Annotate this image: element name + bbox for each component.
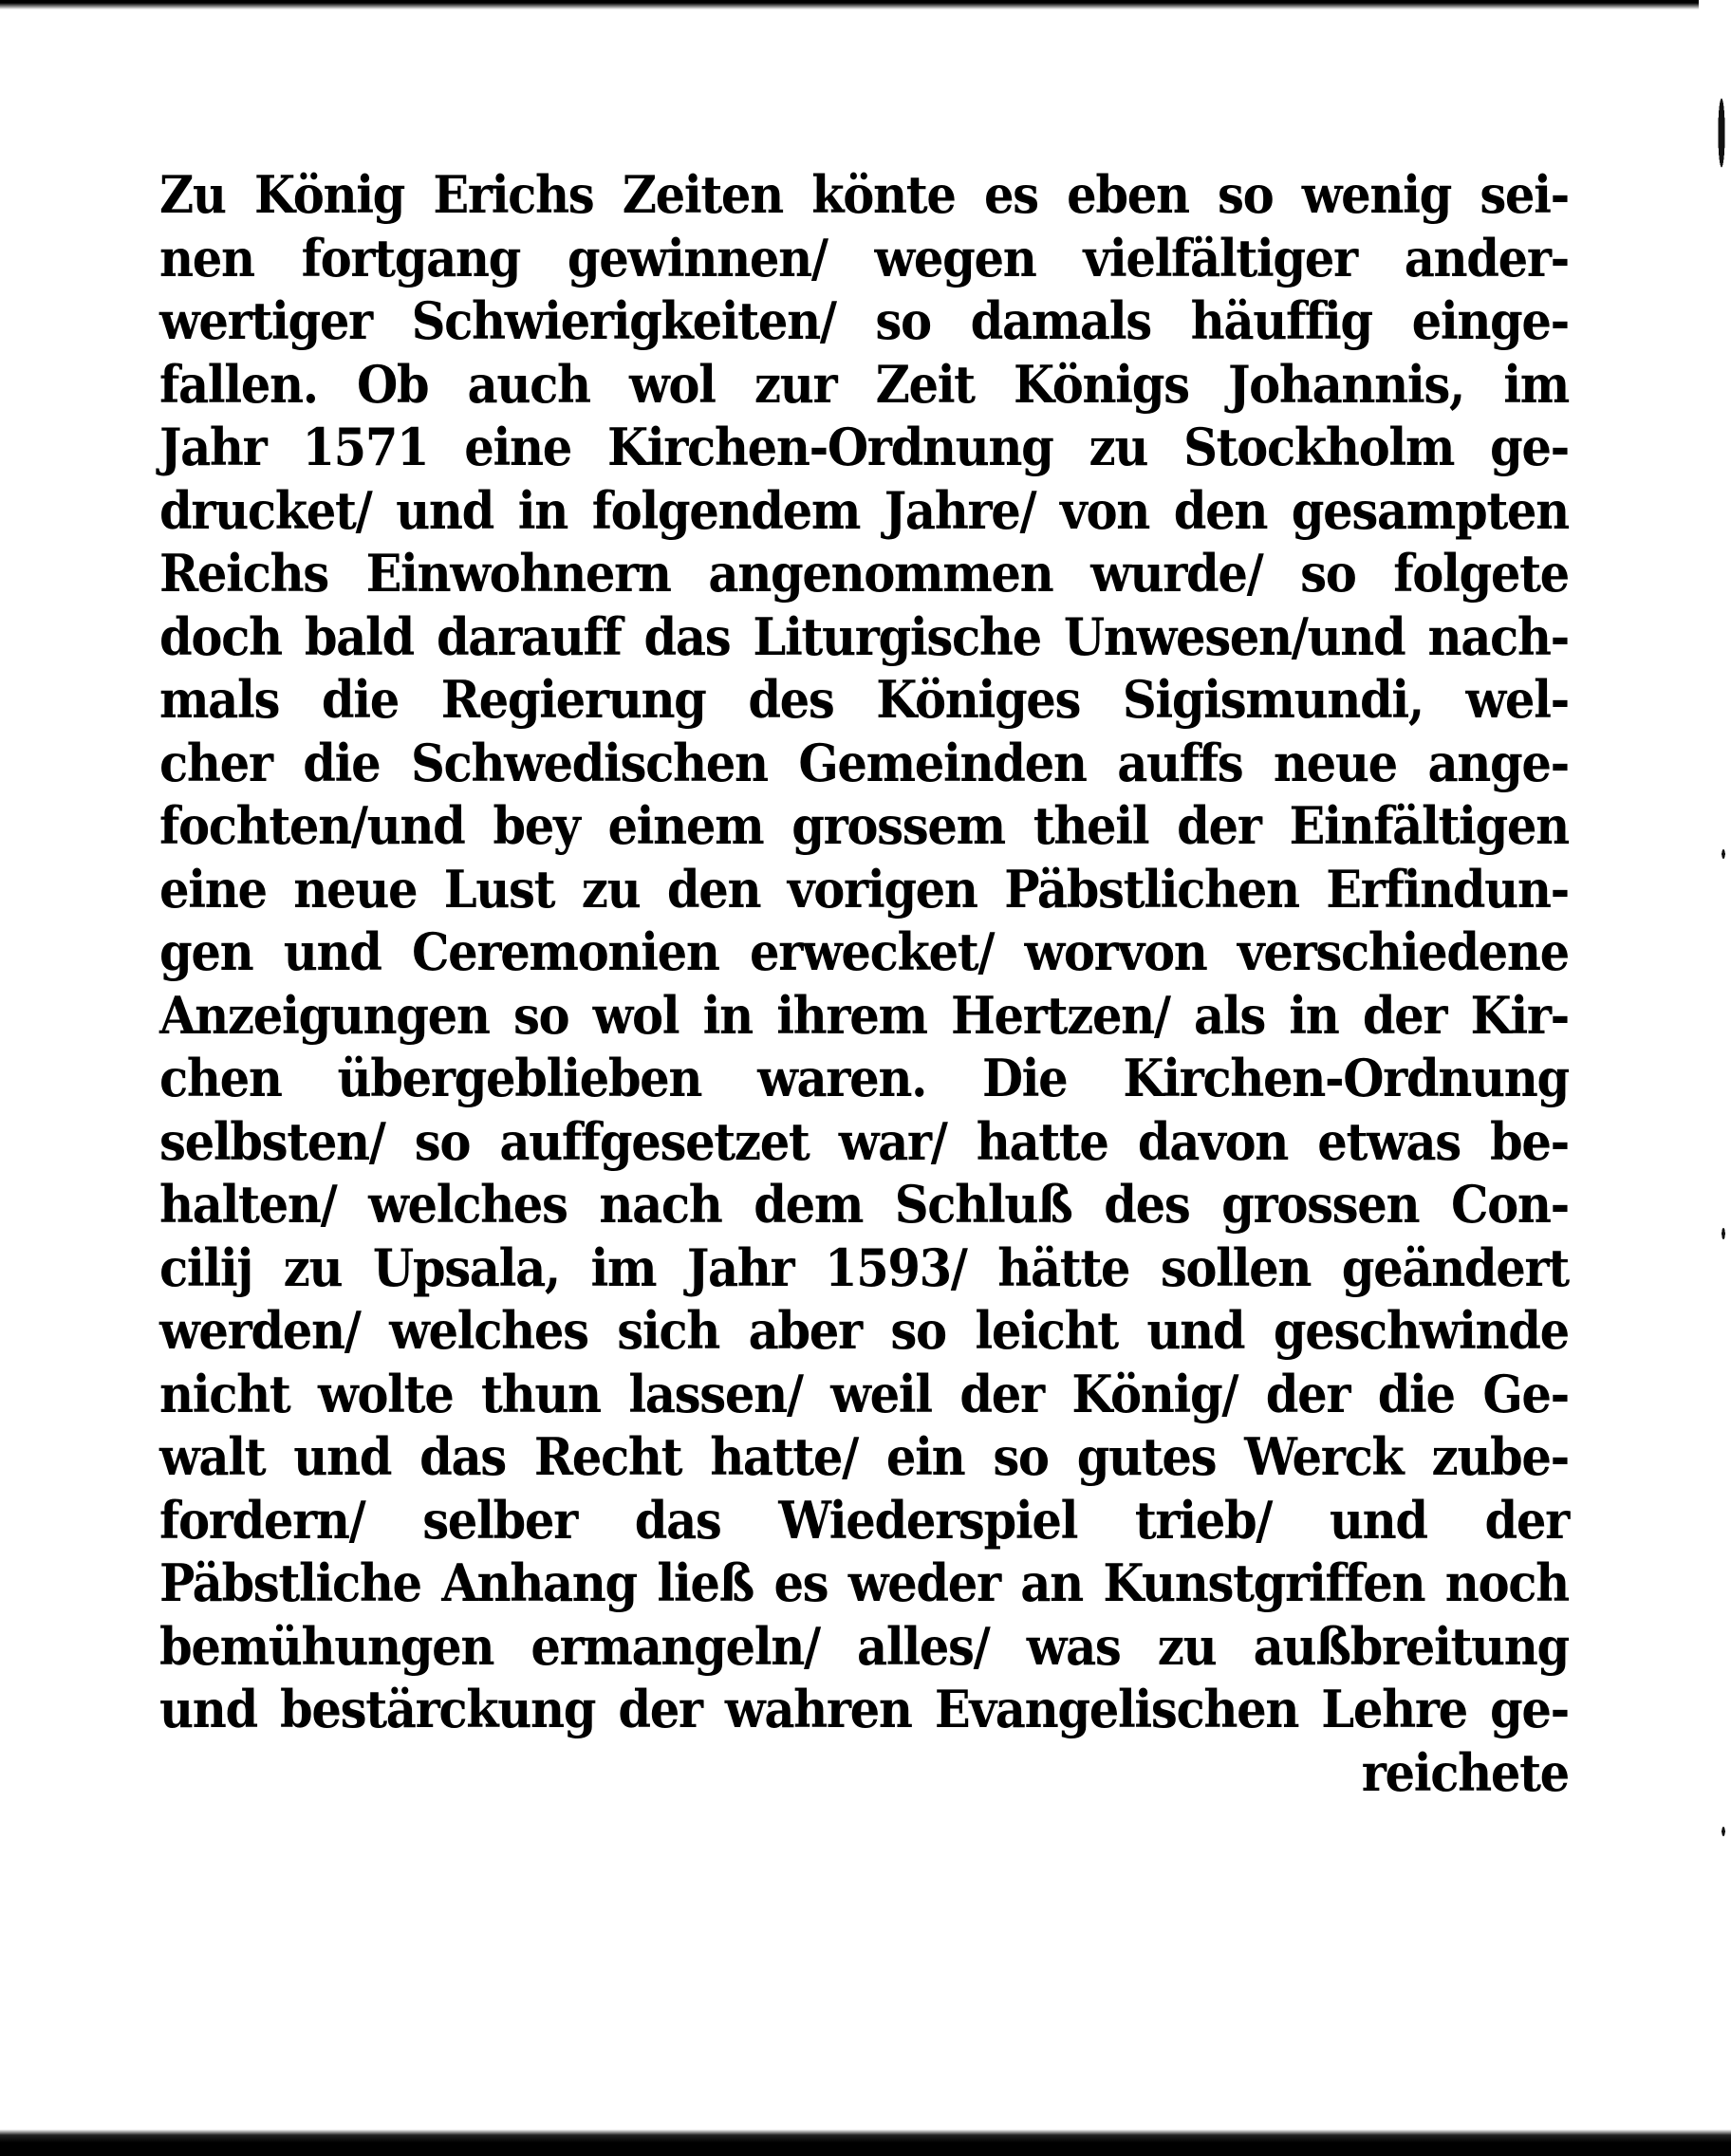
text-line: und bestärckung der wahren Evangelischen Lehre ge- — [159, 1679, 1569, 1739]
text-line: selbsten/ so auffgesetzet war/ hatte davon etwas be- — [159, 1110, 1569, 1172]
text-line: fochten/und bey einem grossem theil der Einfältigen — [159, 795, 1569, 856]
text-line: drucket/ und in folgendem Jahre/ von den gesampten — [159, 479, 1569, 541]
text-line: Reichs Einwohnern angenommen wurde/ so folgete — [159, 543, 1569, 604]
text-line: chen übergeblieben waren. Die Kirchen-Ordnung — [159, 1048, 1569, 1108]
text-line: fordern/ selber das Wiederspiel trieb/ und der — [159, 1489, 1569, 1551]
text-line: nicht wolte thun lassen/ weil der König/ der die Ge- — [159, 1363, 1569, 1424]
text-line: wertiger Schwierigkeiten/ so damals häuffig einge- — [159, 290, 1569, 351]
text-line: Anzeigungen so wol in ihrem Hertzen/ als in der Kir- — [159, 984, 1569, 1046]
text-line: bemühungen ermangeln/ alles/ was zu außbreitung — [159, 1615, 1569, 1677]
text-line: cilij zu Upsala, im Jahr 1593/ hätte sollen geändert — [159, 1236, 1569, 1298]
text-line: cher die Schwedischen Gemeinden auffs neue ange- — [159, 732, 1569, 793]
text-line: eine neue Lust zu den vorigen Päbstlichen Erfindun- — [159, 858, 1569, 920]
scan-bottom-edge — [0, 2129, 1731, 2156]
text-line: halten/ welches nach dem Schluß des grossen Con- — [159, 1174, 1569, 1235]
catchword: reichete — [1361, 1741, 1569, 1803]
text-line: Päbstliche Anhang ließ es weder an Kunstgriffen noch — [159, 1552, 1569, 1613]
text-line: walt und das Recht hatte/ ein so gutes Werck zube- — [159, 1426, 1569, 1487]
text-line: nen fortgang gewinnen/ wegen vielfältiger ander- — [159, 227, 1569, 288]
text-line: mals die Regierung des Königes Sigismundi, wel- — [159, 669, 1569, 730]
text-line: werden/ welches sich aber so leicht und geschwinde — [159, 1300, 1569, 1361]
text-line: Zu König Erichs Zeiten könte es eben so wenig sei- — [159, 164, 1569, 225]
page-text-block — [159, 163, 1569, 1804]
text-line: fallen. Ob auch wol zur Zeit Königs Johannis, im — [159, 353, 1569, 415]
scan-top-edge — [0, 0, 1699, 9]
text-line: doch bald darauff das Liturgische Unwesen/und nach- — [159, 605, 1569, 667]
text-line: Jahr 1571 eine Kirchen-Ordnung zu Stockholm ge- — [159, 417, 1569, 477]
scan-right-margin-specks — [1710, 0, 1731, 2156]
text-line: gen und Ceremonien erwecket/ worvon verschiedene — [159, 921, 1569, 982]
